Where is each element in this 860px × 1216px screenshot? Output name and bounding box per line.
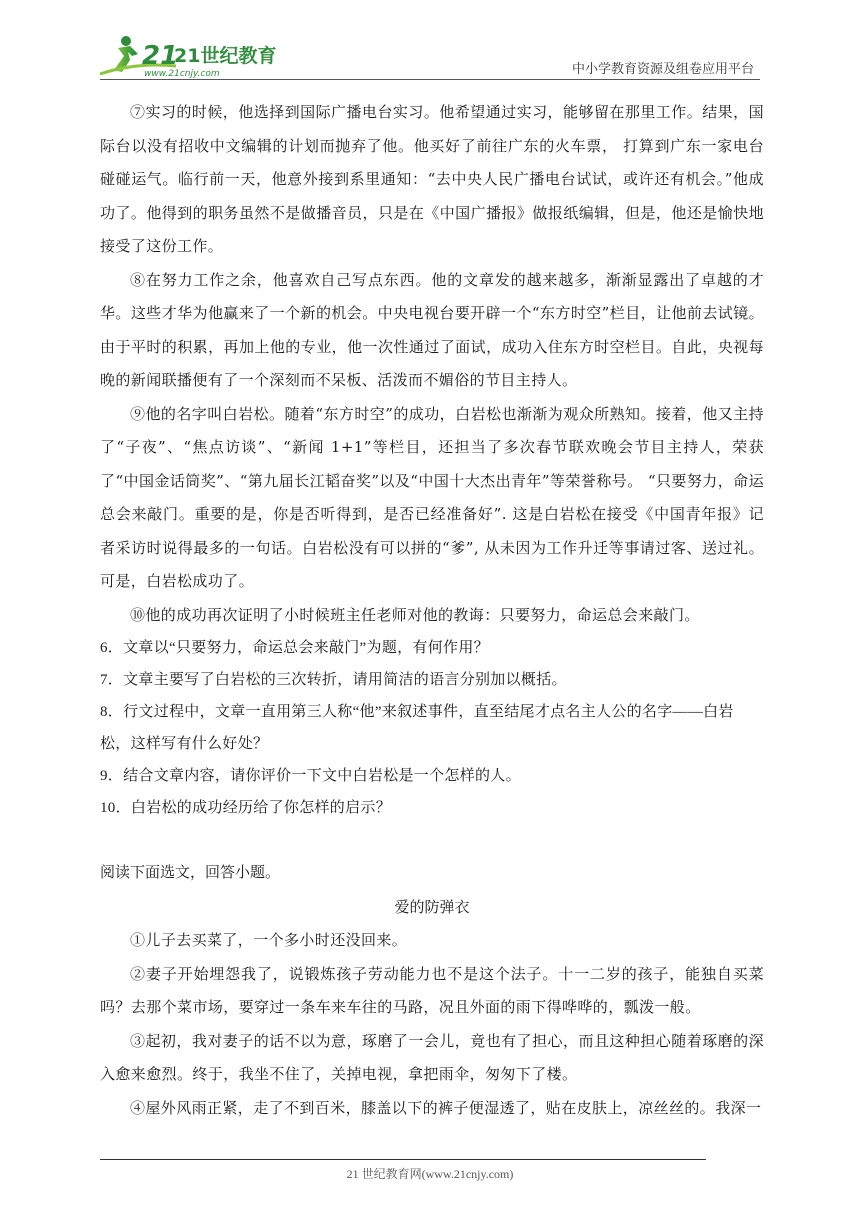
header-divider <box>100 79 760 80</box>
question-8: 8．行文过程中，文章一直用第三人称“他”来叙述事件，直至结尾才点名主人公的名字——白岩松，这样写有什么好处？ <box>100 704 734 752</box>
article-paragraph-1: ①儿子去买菜了，一个多小时还没回来。 <box>130 931 408 949</box>
paragraph-8: ⑧在努力工作之余，他喜欢自己写点东西。他的文章发的越来越多，渐渐显露出了卓越的才华。这些才华为他赢来了一个新的机会。中央电视台要开辟一个“东方时空”栏目，让他前去试镜。由于平时的积累，再加上他的专业，他一次性通过了面试，成功入住东方时空栏目。自此，央视每晚的新闻联播便有了一个深刻而不呆板、活泼而不媚俗的节目主持人。 <box>100 270 764 389</box>
page-content <box>100 96 764 1125</box>
footer-divider <box>100 1159 706 1160</box>
logo-text: 21世纪教育 <box>174 45 277 67</box>
svg-text:21: 21 <box>142 41 179 71</box>
reading-instruction: 阅读下面选文，回答小题。 <box>100 865 281 881</box>
logo-url: www.21cnjy.com <box>144 69 220 79</box>
article-paragraph-3: ③起初，我对妻子的话不以为意，琢磨了一会儿，竟也有了担心，而且这种担心随着琢磨的深入愈来愈烈。终于，我坐不住了，关掉电视，拿把雨伞，匆匆下了楼。 <box>100 1031 764 1083</box>
site-logo <box>96 32 277 79</box>
page-header <box>96 28 760 80</box>
question-10: 10．白岩松的成功经历给了你怎样的启示？ <box>100 800 392 816</box>
article-paragraph-4: ④屋外风雨正紧，走了不到百米，膝盖以下的裤子便湿透了，贴在皮肤上，凉丝丝的。我深一 <box>130 1098 762 1117</box>
paragraph-10: ⑩他的成功再次证明了小时候班主任老师对他的教诲：只要努力，命运总会来敲门。 <box>130 605 700 624</box>
question-6: 6．文章以“只要努力，命运总会来敲门”为题，有何作用？ <box>100 640 489 656</box>
page-footer: 21 世纪教育网(www.21cnjy.com) <box>346 1167 514 1181</box>
paragraph-9: ⑨他的名字叫白岩松。随着“东方时空”的成功，白岩松也渐渐为观众所熟知。接着，他又主持了“子夜”、“焦点访谈”、“新闻 1+1”等栏目，还担当了多次春节联欢晚会节目主持人，荣获了“中国金话筒奖”、“第九届长江韬奋奖”以及“中国十大杰出青年”等荣誉称号。 “只要努力，命运总会来敲门。重要的是，你是否听得到，是否已经准备好”. 这是白岩松在接受《中国青年报》记者采访时说得最多的一句话。白岩松没有可以拼的“爹”, 从未因为工作升迁等事请过客、送过礼。可是，白岩松成功了。 <box>100 404 764 590</box>
section-gap <box>100 824 764 856</box>
question-9: 9．结合文章内容，请你评价一下文中白岩松是一个怎样的人。 <box>100 768 521 784</box>
paragraph-7: ⑦实习的时候，他选择到国际广播电台实习。他希望通过实习，能够留在那里工作。结果，国际台以没有招收中文编辑的计划而抛弃了他。他买好了前往广东的火车票， 打算到广东一家电台碰碰运气。临行前一天，他意外接到系里通知：“去中央人民广播电台试试，或许还有机会。”他成功了。他得到的职务虽然不是做播音员，只是在《中国广播报》做报纸编辑，但是，他还是愉快地接受了这份工作。 <box>100 103 764 255</box>
platform-label: 中小学教育资源及组卷应用平台 <box>571 62 754 77</box>
article-paragraph-2: ②妻子开始埋怨我了，说锻炼孩子劳动能力也不是这个法子。十一二岁的孩子，能独自买菜吗？去那个菜市场，要穿过一条车来车往的马路，况且外面的雨下得哗哗的，瓢泼一般。 <box>100 964 764 1016</box>
article-title: 爱的防弹衣 <box>394 898 470 916</box>
question-7: 7．文章主要写了白岩松的三次转折，请用简洁的语言分别加以概括。 <box>100 672 567 688</box>
